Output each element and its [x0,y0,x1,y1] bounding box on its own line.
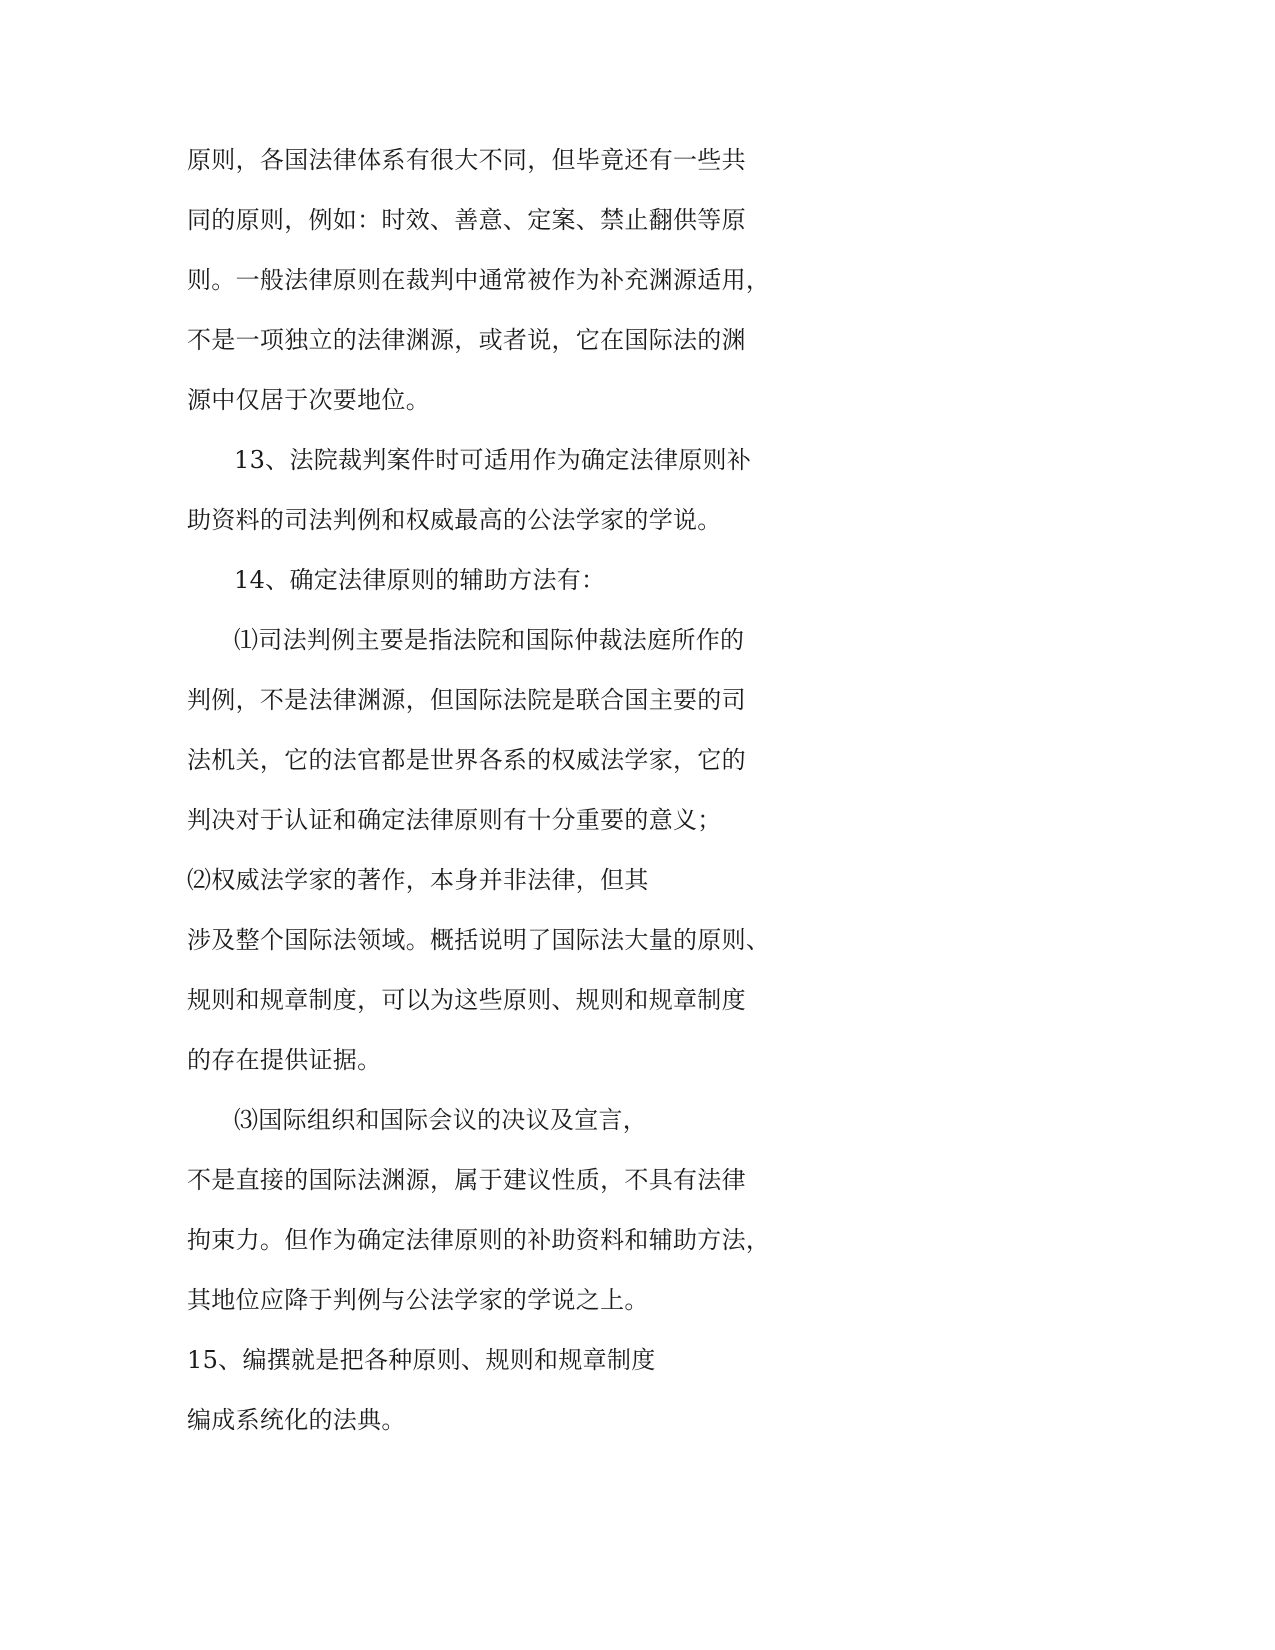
text-line: 判例，不是法律渊源，但国际法院是联合国主要的司 [187,686,746,714]
text-line: 判决对于认证和确定法律原则有十分重要的意义； [187,806,722,834]
text-line: 其地位应降于判例与公法学家的学说之上。 [187,1286,649,1314]
text-line: 法机关，它的法官都是世界各系的权威法学家，它的 [187,746,746,774]
text-line: ⑵权威法学家的著作，本身并非法律，但其 [187,866,649,894]
text-line: 同的原则，例如：时效、善意、定案、禁止翻供等原 [187,206,746,234]
text-line: 13、法院裁判案件时可适用作为确定法律原则补 [234,446,752,474]
text-line: 原则，各国法律体系有很大不同，但毕竟还有一些共 [187,146,746,174]
text-line: 不是直接的国际法渊源，属于建议性质，不具有法律 [187,1166,746,1194]
text-line: 规则和规章制度，可以为这些原则、规则和规章制度 [187,986,746,1014]
text-line: 拘束力。但作为确定法律原则的补助资料和辅助方法， [187,1226,771,1254]
text-line: ⑴司法判例主要是指法院和国际仲裁法庭所作的 [234,626,745,654]
text-line: 不是一项独立的法律渊源，或者说，它在国际法的渊 [187,326,746,354]
text-line: 编成系统化的法典。 [187,1406,406,1434]
text-line: 则。一般法律原则在裁判中通常被作为补充渊源适用， [187,266,771,294]
text-line: 的存在提供证据。 [187,1046,382,1074]
text-line: 15、编撰就是把各种原则、规则和规章制度 [187,1346,656,1374]
text-line: 源中仅居于次要地位。 [187,386,430,414]
text-line: 助资料的司法判例和权威最高的公法学家的学说。 [187,506,722,534]
text-line: 14、确定法律原则的辅助方法有： [234,566,606,594]
text-line: ⑶国际组织和国际会议的决议及宣言， [234,1106,648,1134]
text-line: 涉及整个国际法领域。概括说明了国际法大量的原则、 [187,926,771,954]
